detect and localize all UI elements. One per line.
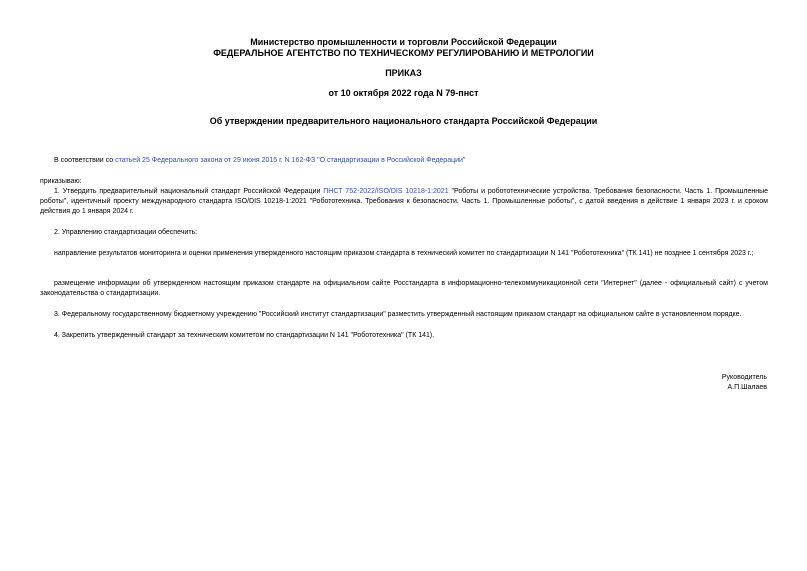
document-type: ПРИКАЗ	[385, 68, 422, 78]
item-1-prefix: 1. Утвердить предварительный национальный стандарт Российской Федерации	[54, 188, 324, 195]
item-4-paragraph: 4. Закрепить утвержденный стандарт за техническим комитетом по стандартизации N 141 "Робототехника" (ТК 141).	[54, 332, 435, 339]
item-2b-paragraph: размещение информации об утвержденном настоящим приказом стандарте на официальном сайте Росстандарта в информационно-телекоммуникационной сети "Интернет" (далее - официальный сайт) с учетом законодательства о стандартизации.	[40, 280, 768, 297]
item-1-suffix: "Роботы и робототехнические устройства. Требования безопасности. Часть 1. Промышленные роботы", идентичный проекту международного стандарта ISO/DIS 10218-1:2021 "Робототехника. Требования к безопасности. Часть 1. Промышленные роботы", с датой введения в действие 1 января 2023 г. и сроком действия до 1 января 2024 г.	[40, 188, 768, 215]
signatory-title: Руководитель	[721, 374, 767, 381]
agency-name: ФЕДЕРАЛЬНОЕ АГЕНТСТВО ПО ТЕХНИЧЕСКОМУ РЕГУЛИРОВАНИЮ И МЕТРОЛОГИИ	[213, 48, 594, 58]
preamble-paragraph	[40, 156, 768, 166]
item-2a-paragraph: направление результатов мониторинга и оценки применения утвержденного настоящим приказом стандарта в технический комитет по стандартизации N 141 "Робототехника" (ТК 141) не позднее 1 сентября 2023 г.;	[54, 250, 754, 257]
preamble-prefix: В соответствии со	[54, 157, 116, 164]
item-3-paragraph: 3. Федеральному государственному бюджетному учреждению "Российский институт стандартизации" разместить утвержденный настоящим приказом стандарт на официальном сайте в установленном порядке.	[54, 311, 742, 318]
federal-law-link[interactable]: статьей 25 Федерального закона от 29 июня 2015 г. N 162-ФЗ "О стандартизации в Российской Федерации"	[115, 157, 466, 164]
ministry-name: Министерство промышленности и торговли Российской Федерации	[250, 37, 557, 47]
standard-pnst-link[interactable]: ПНСТ 752-2022/ISO/DIS 10218-1:2021	[323, 188, 449, 195]
document-subject: Об утверждении предварительного национального стандарта Российской Федерации	[209, 116, 598, 126]
document-date-number: от 10 октября 2022 года N 79-пнст	[328, 88, 479, 98]
item-1-paragraph	[40, 187, 768, 217]
item-2-paragraph: 2. Управлению стандартизации обеспечить:	[54, 229, 198, 236]
signatory-name: А.П.Шалаев	[727, 384, 767, 391]
order-word: приказываю:	[40, 178, 82, 185]
